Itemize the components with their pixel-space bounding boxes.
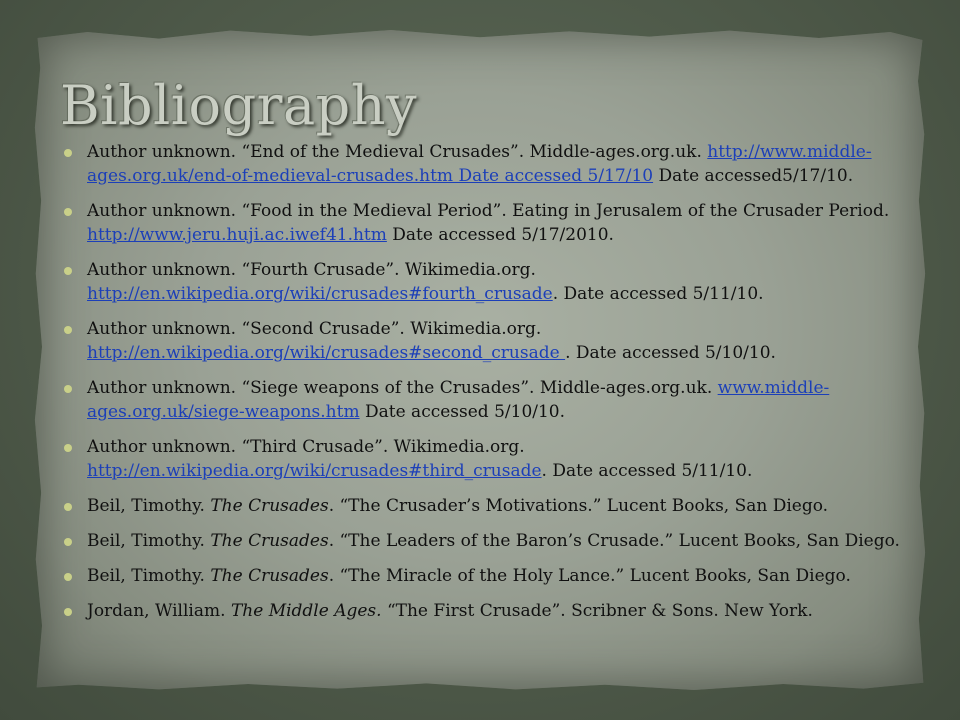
entry-text: Beil, Timothy. — [87, 496, 211, 516]
entry-text: Author unknown. “Food in the Medieval Period”. Eating in Jerusalem of the Crusader Period. — [87, 201, 890, 221]
bullet-icon — [64, 538, 72, 546]
list-item — [62, 317, 908, 365]
bullet-icon — [64, 444, 72, 452]
entry-text: Date accessed 5/17/2010. — [386, 225, 614, 245]
bullet-icon — [64, 573, 72, 581]
list-item — [62, 494, 908, 518]
entry-link[interactable]: www.middle-ages.org.uk/siege-weapons.htm — [87, 378, 830, 422]
entry-text: . “The Leaders of the Baron’s Crusade.” Lucent Books, San Diego. — [328, 531, 900, 551]
entry-text: . “The Miracle of the Holy Lance.” Lucent Books, San Diego. — [328, 566, 851, 586]
bullet-icon — [64, 149, 72, 157]
entry-text: Author unknown. “Third Crusade”. Wikimedia.org. — [87, 437, 525, 457]
list-item — [62, 258, 908, 306]
bullet-icon — [64, 503, 72, 511]
slide-title: Bibliography — [60, 74, 417, 137]
book-title: The Crusades — [210, 566, 329, 586]
bullet-icon — [64, 608, 72, 616]
book-title: The Crusades — [210, 496, 329, 516]
book-title: The Middle Ages. — [230, 601, 382, 621]
entry-text: . Date accessed 5/11/10. — [541, 461, 753, 481]
book-title: The Crusades — [210, 531, 329, 551]
bullet-icon — [64, 385, 72, 393]
list-item — [62, 199, 908, 247]
entry-text: Author unknown. “End of the Medieval Crusades”. Middle-ages.org.uk. — [87, 142, 708, 162]
list-item — [62, 140, 908, 188]
entry-text: Author unknown. “Fourth Crusade”. Wikimedia.org. — [87, 260, 536, 280]
list-item — [62, 529, 908, 553]
entry-link[interactable]: http://en.wikipedia.org/wiki/crusades#second_crusade — [87, 343, 566, 363]
list-item — [62, 599, 908, 623]
list-item — [62, 564, 908, 588]
bibliography-list — [62, 140, 908, 634]
bullet-icon — [64, 208, 72, 216]
entry-link[interactable]: http://en.wikipedia.org/wiki/crusades#fourth_crusade — [87, 284, 553, 304]
entry-text: “The First Crusade”. Scribner & Sons. New York. — [381, 601, 813, 621]
entry-text: Beil, Timothy. — [87, 531, 211, 551]
entry-link[interactable]: http://www.middle-ages.org.uk/end-of-medieval-crusades.htm Date accessed 5/17/10 — [87, 142, 872, 186]
entry-text: . Date accessed 5/10/10. — [565, 343, 776, 363]
entry-text: . Date accessed 5/11/10. — [552, 284, 764, 304]
list-item — [62, 376, 908, 424]
entry-text: Author unknown. “Siege weapons of the Crusades”. Middle-ages.org.uk. — [87, 378, 718, 398]
entry-link[interactable]: http://en.wikipedia.org/wiki/crusades#third_crusade — [87, 461, 542, 481]
entry-link[interactable]: http://www.jeru.huji.ac.iwef41.htm — [87, 225, 387, 245]
entry-text: Beil, Timothy. — [87, 566, 211, 586]
list-item — [62, 435, 908, 483]
entry-text: Date accessed5/17/10. — [653, 166, 854, 186]
bullet-icon — [64, 326, 72, 334]
entry-text: . “The Crusader’s Motivations.” Lucent Books, San Diego. — [328, 496, 829, 516]
entry-text: Jordan, William. — [87, 601, 231, 621]
bullet-icon — [64, 267, 72, 275]
entry-text: Author unknown. “Second Crusade”. Wikimedia.org. — [87, 319, 542, 339]
entry-text: Date accessed 5/10/10. — [359, 402, 566, 422]
